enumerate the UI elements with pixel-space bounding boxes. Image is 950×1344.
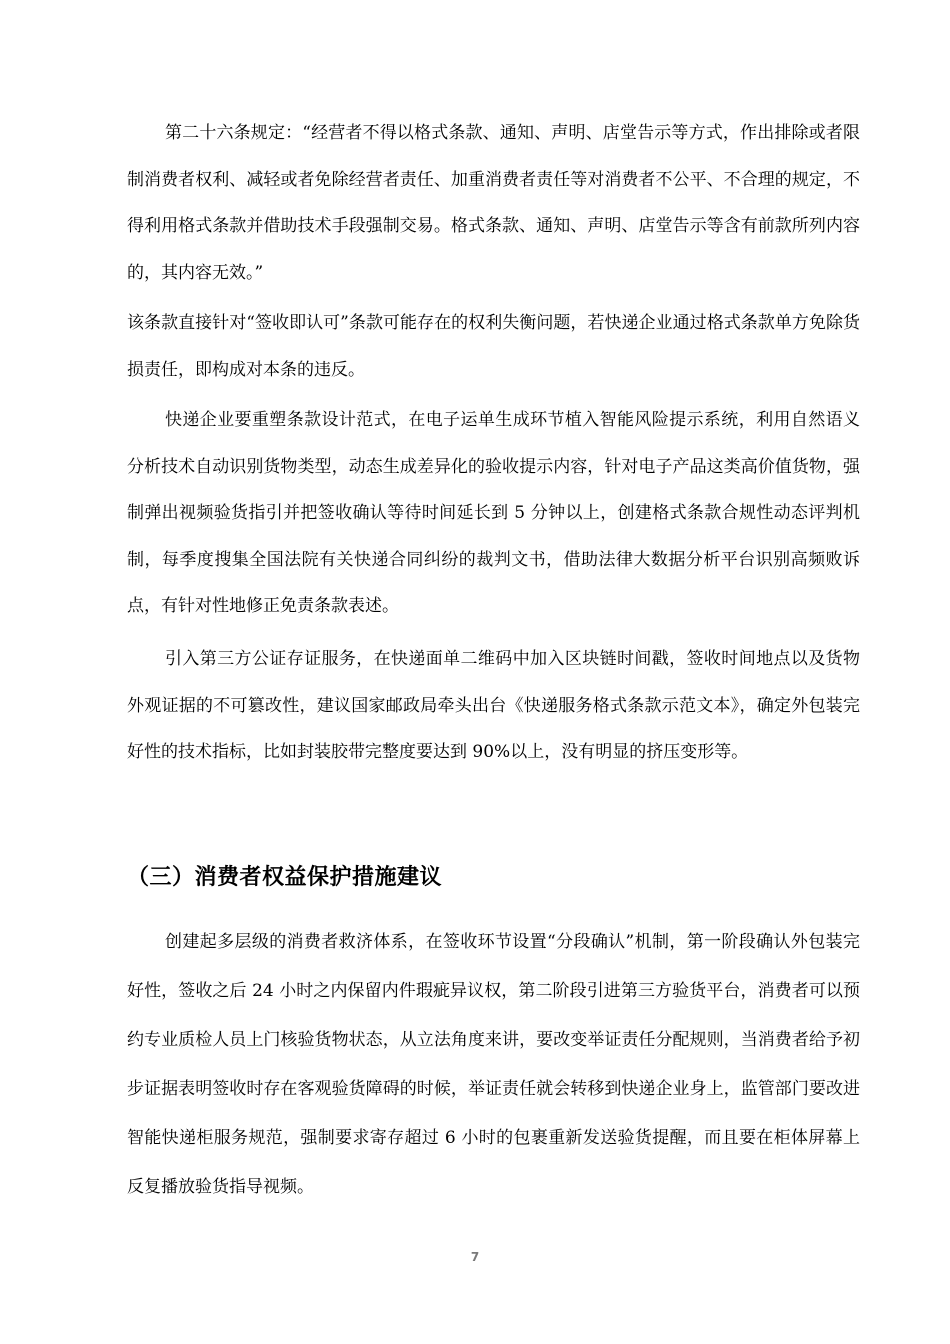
paragraph-article-26: 第二十六条规定：“经营者不得以格式条款、通知、声明、店堂告示等方式，作出排除或者限制消费者权利、减轻或者免除经营者责任、加重消费者责任等对消费者不公平、不合理的规定，不得利用格式条款并借助技术手段强制交易。格式条款、通知、声明、店堂告示等含有前款所列内容的，其内容无效。”	[127, 123, 860, 283]
paragraph-clause-design: 快递企业要重塑条款设计范式，在电子运单生成环节植入智能风险提示系统，利用自然语义分析技术自动识别货物类型，动态生成差异化的验收提示内容，针对电子产品这类高价值货物，强制弹出视频验货指引并把签收确认等待时间延长到 5 分钟以上，创建格式条款合规性动态评判机制，每季度搜集全国法院有关快递合同纠纷的裁判文书，借助法律大数据分析平台识别高频败诉点，有针对性地修正免责条款表述。	[127, 410, 860, 616]
paragraph-clause-analysis: 该条款直接针对“签收即认可”条款可能存在的权利失衡问题，若快递企业通过格式条款单方免除货损责任，即构成对本条的违反。	[127, 313, 860, 380]
section-heading: （三）消费者权益保护措施建议	[127, 865, 443, 890]
paragraph-consumer-remedy: 创建起多层级的消费者救济体系，在签收环节设置“分段确认”机制，第一阶段确认外包装完好性，签收之后 24 小时之内保留内件瑕疵异议权，第二阶段引进第三方验货平台，消费者可以预约专业质检人员上门核验货物状态，从立法角度来讲，要改变举证责任分配规则，当消费者给予初步证据表明签收时存在客观验货障碍的时候，举证责任就会转移到快递企业身上，监管部门要改进智能快递柜服务规范，强制要求寄存超过 6 小时的包裹重新发送验货提醒，而且要在柜体屏幕上反复播放验货指导视频。	[127, 932, 860, 1197]
paragraph-notary-service: 引入第三方公证存证服务，在快递面单二维码中加入区块链时间戳，签收时间地点以及货物外观证据的不可篡改性，建议国家邮政局牵头出台《快递服务格式条款示范文本》，确定外包装完好性的技术指标，比如封装胶带完整度要达到 90%以上，没有明显的挤压变形等。	[127, 649, 860, 762]
page-number: 7	[470, 1250, 480, 1264]
